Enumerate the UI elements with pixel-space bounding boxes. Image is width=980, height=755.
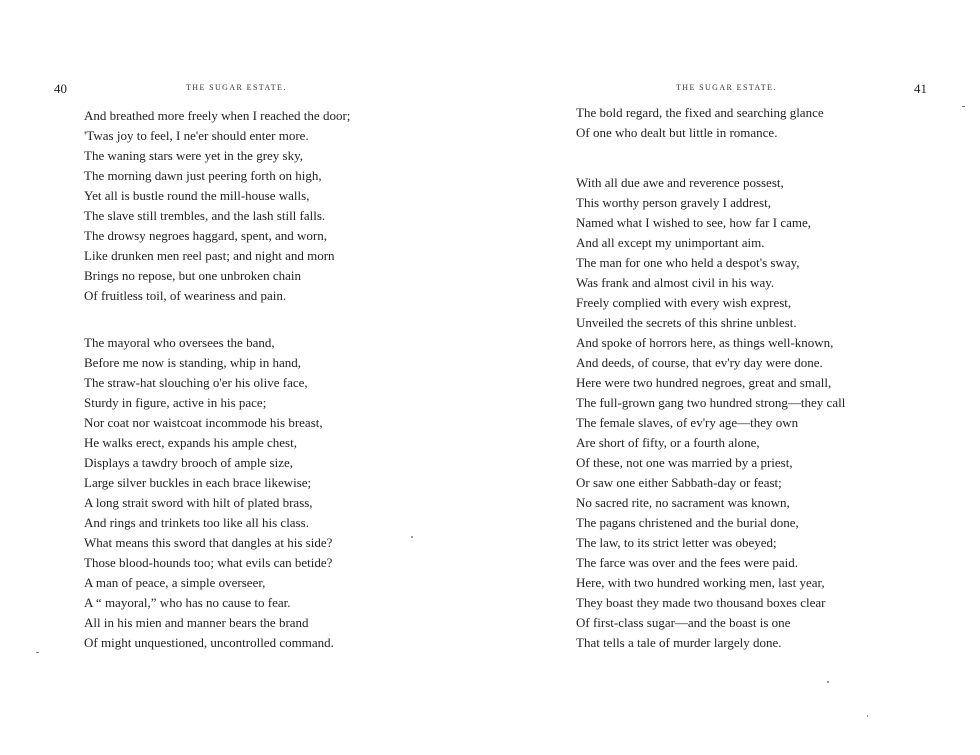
poem-line: A “ mayoral,” who has no cause to fear.	[84, 595, 291, 610]
stanza	[576, 103, 824, 143]
poem-line: Displays a tawdry brooch of ample size,	[84, 455, 294, 470]
poem-line: Yet all is bustle round the mill-house walls,	[84, 188, 310, 203]
poem-line: A man of peace, a simple overseer,	[84, 575, 266, 590]
poem-line: A long strait sword with hilt of plated brass,	[84, 495, 313, 510]
poem-line: The mayoral who oversees the band,	[84, 335, 275, 350]
poem-line: And all except my unimportant aim.	[576, 235, 765, 250]
poem-line: Named what I wished to see, how far I came,	[576, 215, 811, 230]
poem-line: And breathed more freely when I reached the door;	[84, 108, 351, 123]
poem-line: The pagans christened and the burial done,	[576, 515, 799, 530]
poem-line: Of these, not one was married by a priest,	[576, 455, 793, 470]
right-page	[490, 0, 980, 755]
poem-line: Before me now is standing, whip in hand,	[84, 355, 301, 370]
poem-line: The waning stars were yet in the grey sky,	[84, 148, 304, 163]
print-speck	[36, 652, 39, 653]
poem-line: The man for one who held a despot's sway,	[576, 255, 800, 270]
running-head: THE SUGAR ESTATE.	[676, 83, 777, 92]
poem-line: And spoke of horrors here, as things well-known,	[576, 335, 834, 350]
poem-line: Like drunken men reel past; and night and morn	[84, 248, 335, 263]
poem-line: Was frank and almost civil in his way.	[576, 275, 775, 290]
page-number: 40	[54, 81, 67, 96]
poem-line: He walks erect, expands his ample chest,	[84, 435, 297, 450]
poem-line: And deeds, of course, that ev'ry day were done.	[576, 355, 823, 370]
poem-line: Of first-class sugar—and the boast is one	[576, 615, 791, 630]
poem-line: The farce was over and the fees were paid.	[576, 555, 798, 570]
poem-line: What means this sword that dangles at his side?	[84, 535, 333, 550]
poem-line: Here were two hundred negroes, great and small,	[576, 375, 832, 390]
poem-line: Here, with two hundred working men, last year,	[576, 575, 825, 590]
poem-line: Brings no repose, but one unbroken chain	[84, 268, 301, 283]
poem-line: Are short of fifty, or a fourth alone,	[576, 435, 760, 450]
poem-line: The slave still trembles, and the lash still falls.	[84, 208, 326, 223]
poem-line: The female slaves, of ev'ry age—they own	[576, 415, 799, 430]
poem-line: All in his mien and manner bears the brand	[84, 615, 309, 630]
poem-line: And rings and trinkets too like all his class.	[84, 515, 309, 530]
stanza	[84, 333, 334, 653]
poem-line: Of fruitless toil, of weariness and pain.	[84, 288, 287, 303]
poem-line: This worthy person gravely I addrest,	[576, 195, 771, 210]
poem-line: Of one who dealt but little in romance.	[576, 125, 778, 140]
poem-line: With all due awe and reverence possest,	[576, 175, 784, 190]
poem-line: That tells a tale of murder largely done.	[576, 635, 782, 650]
poem-line: Nor coat nor waistcoat incommode his breast,	[84, 415, 323, 430]
poem-line: Freely complied with every wish exprest,	[576, 295, 792, 310]
page-number: 41	[914, 81, 927, 96]
poem-line: The bold regard, the fixed and searching glance	[576, 105, 824, 120]
poem-line: 'Twas joy to feel, I ne'er should enter more.	[84, 128, 309, 143]
poem-line: Large silver buckles in each brace likewise;	[84, 475, 312, 490]
poem-line: The morning dawn just peering forth on high,	[84, 168, 322, 183]
poem-line: They boast they made two thousand boxes clear	[576, 595, 826, 610]
poem-line: Unveiled the secrets of this shrine unblest.	[576, 315, 797, 330]
poem-line: Or saw one either Sabbath-day or feast;	[576, 475, 782, 490]
poem-line: The law, to its strict letter was obeyed;	[576, 535, 777, 550]
poem-line: The straw-hat slouching o'er his olive face,	[84, 375, 308, 390]
running-head: THE SUGAR ESTATE.	[186, 83, 287, 92]
stanza	[576, 173, 845, 653]
stanza	[84, 106, 350, 306]
poem-line: The full-grown gang two hundred strong—they call	[576, 395, 846, 410]
poem-line: Of might unquestioned, uncontrolled command.	[84, 635, 334, 650]
print-speck	[962, 106, 965, 107]
print-speck	[827, 681, 829, 683]
poem-line: The drowsy negroes haggard, spent, and worn,	[84, 228, 327, 243]
print-speck	[411, 536, 413, 538]
print-speck	[867, 715, 868, 717]
poem-line: Those blood-hounds too; what evils can betide?	[84, 555, 333, 570]
poem-line: Sturdy in figure, active in his pace;	[84, 395, 267, 410]
poem-line: No sacred rite, no sacrament was known,	[576, 495, 790, 510]
